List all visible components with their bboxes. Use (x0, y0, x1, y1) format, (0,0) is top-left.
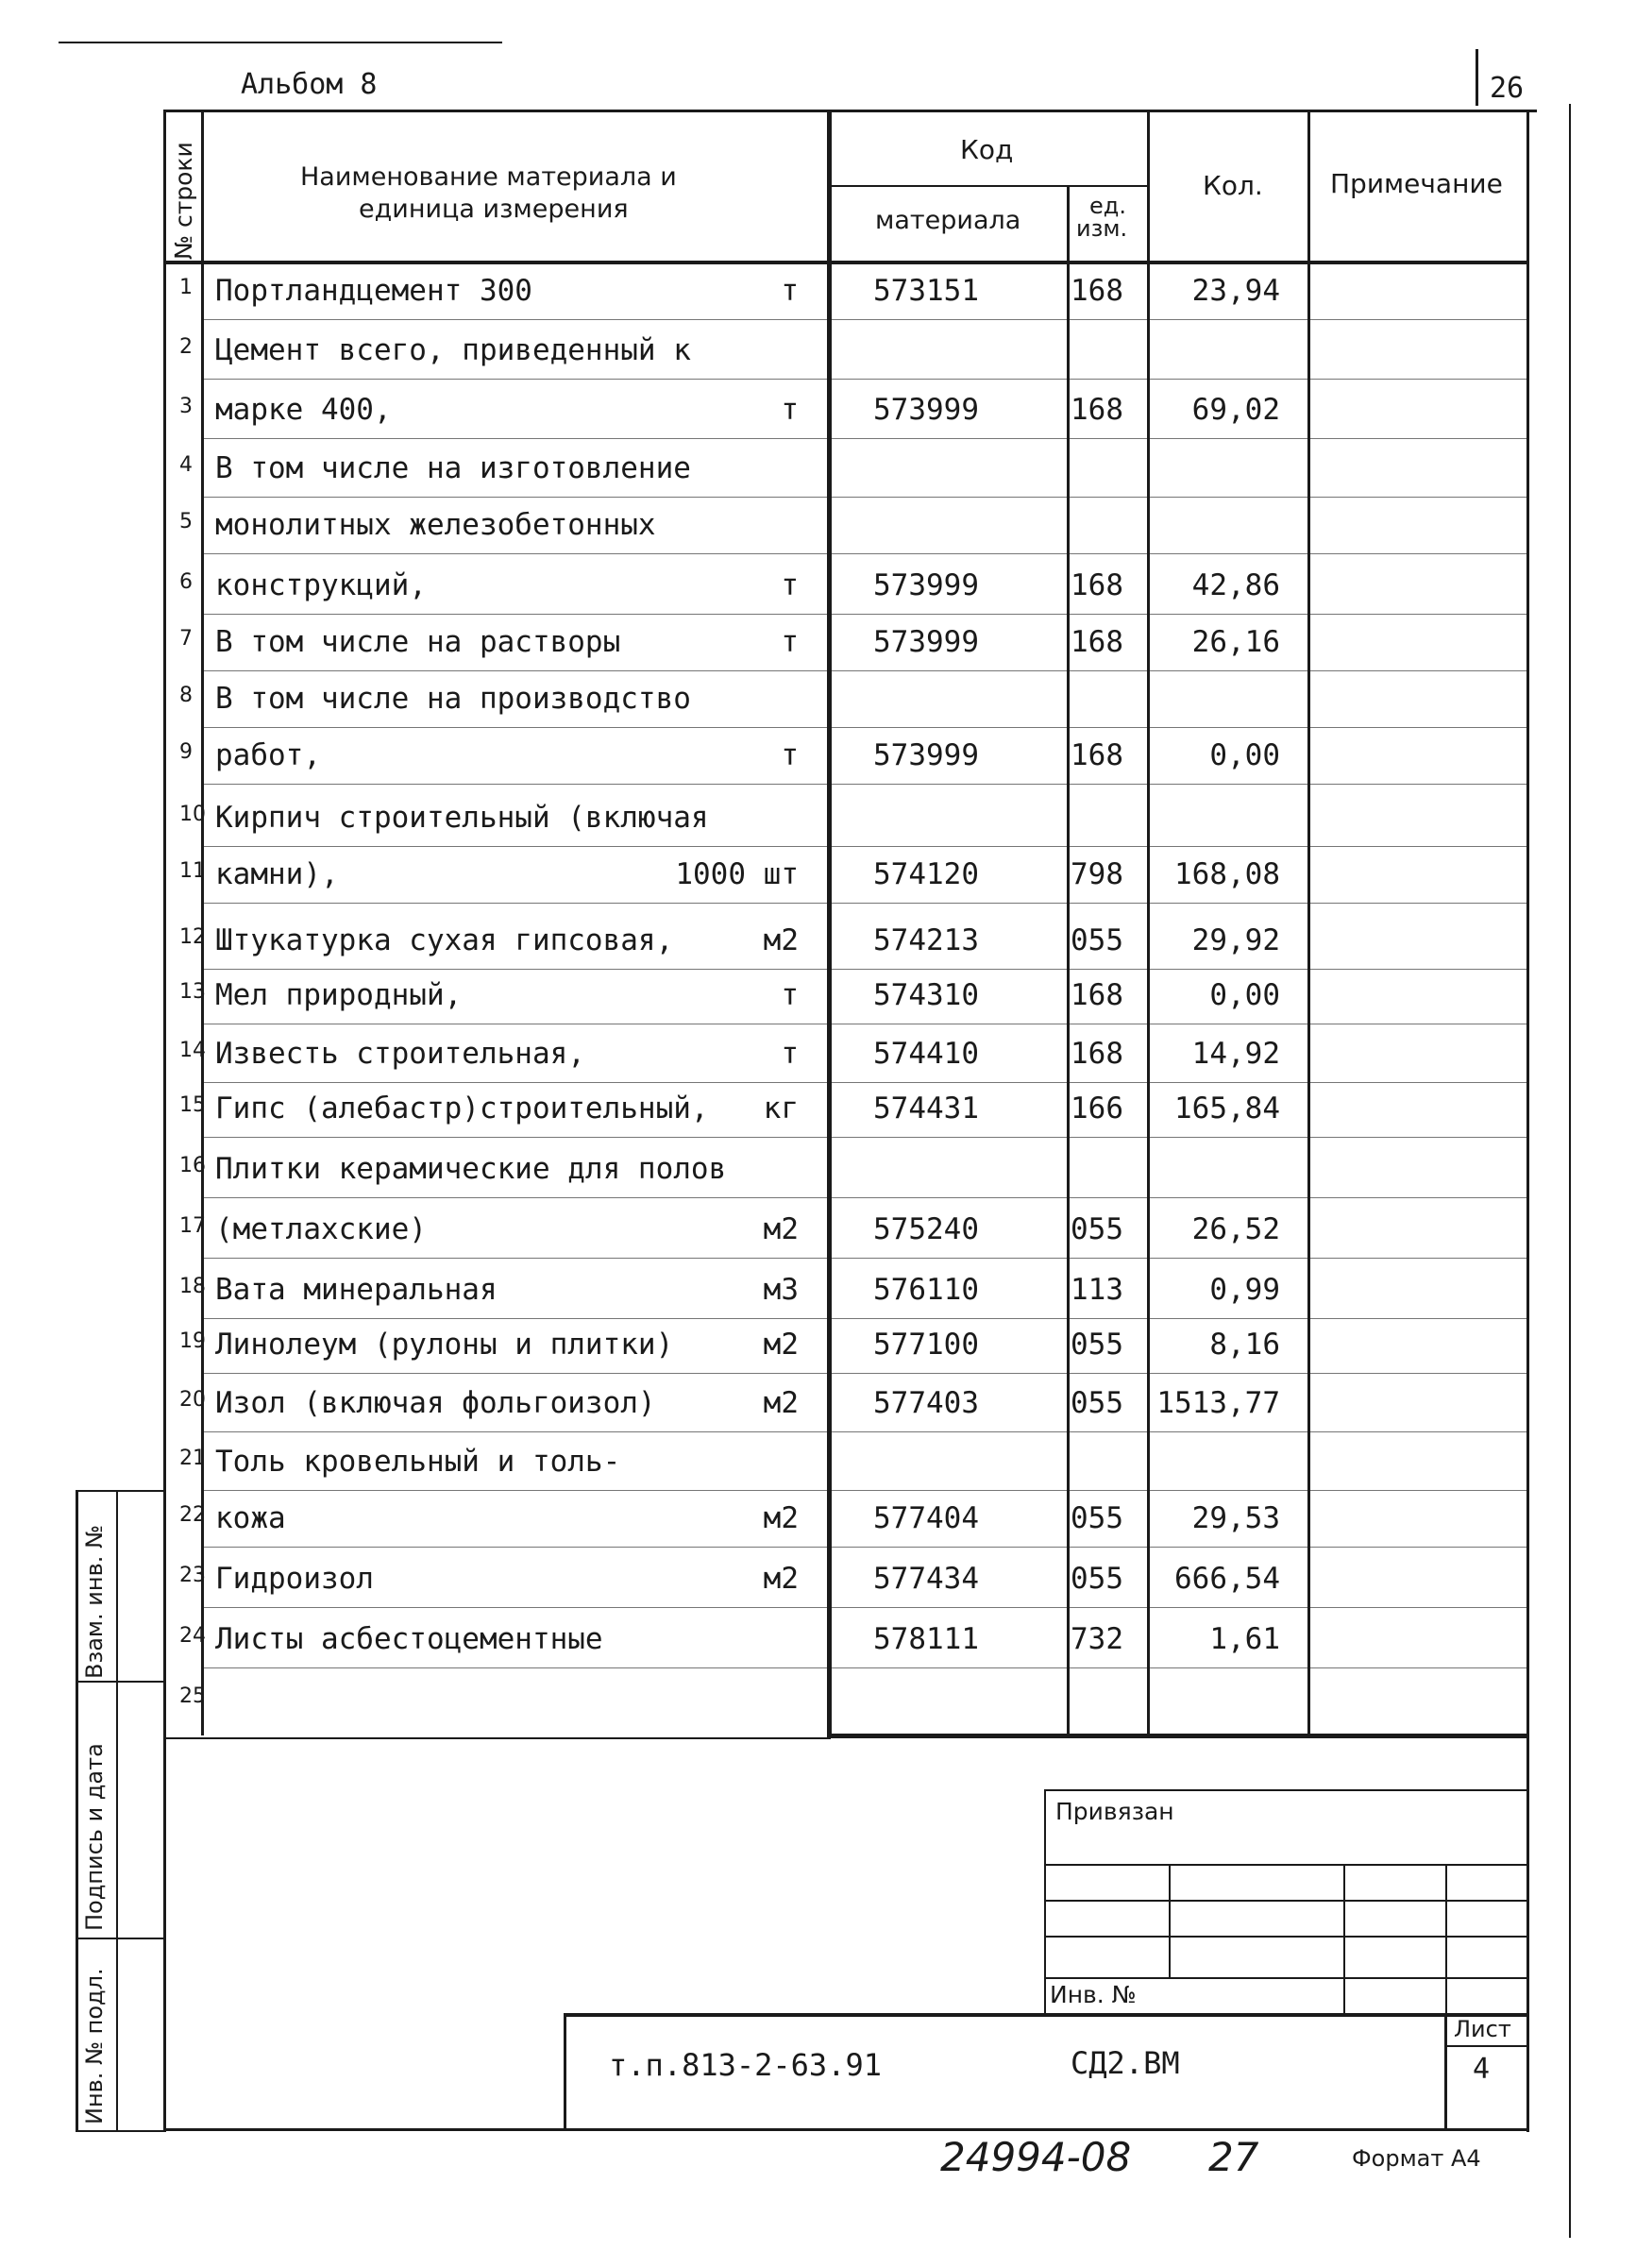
row-number: 18 (179, 1275, 206, 1298)
sheet-box-left (1444, 2013, 1447, 2130)
row-material-code: 573999 (873, 393, 979, 427)
side-bottom (76, 2130, 165, 2132)
side-top (76, 1490, 165, 1492)
row-unit: т (781, 568, 799, 602)
header-unit-line2: изм. (1076, 215, 1128, 242)
row-number: 10 (179, 803, 206, 826)
header-unit-line1: ед. (1089, 193, 1126, 219)
row-rule (201, 614, 1529, 615)
row-rule (201, 553, 1529, 554)
row-unit: т (781, 393, 799, 427)
doc-mark: СД2.ВМ (1071, 2045, 1180, 2081)
row-qty: 26,52 (1191, 1212, 1280, 1246)
row-number: 20 (179, 1388, 206, 1412)
row-rule (201, 903, 1529, 904)
row-unit: м2 (763, 1386, 799, 1420)
row-number: 19 (179, 1329, 206, 1353)
row-number: 16 (179, 1154, 206, 1177)
row-name: (метлахские) (215, 1212, 427, 1246)
row-unit: м2 (763, 1501, 799, 1535)
stamp-inv-no: Инв. № (1050, 1981, 1137, 2008)
row-name: Цемент всего, приведенный к (215, 333, 691, 367)
row-qty: 42,86 (1191, 568, 1280, 602)
stamp-row-2 (1044, 1900, 1529, 1902)
row-material-code: 574431 (873, 1092, 979, 1126)
row-material-code: 573151 (873, 274, 979, 308)
row-unit-code: 055 (1071, 923, 1123, 957)
row-unit-code: 055 (1071, 1212, 1123, 1246)
row-material-code: 575240 (873, 1212, 979, 1246)
row-name: Гипс (алебастр)строительный, (215, 1092, 709, 1126)
row-qty: 8,16 (1209, 1328, 1280, 1362)
archive-number: 24994-08 (940, 2134, 1132, 2180)
row-name: Мел природный, (215, 978, 463, 1012)
table-bottom-rule (827, 1734, 1529, 1738)
row-unit: т (781, 625, 799, 659)
row-unit: кг (763, 1092, 799, 1126)
row-unit-code: 055 (1071, 1501, 1123, 1535)
row-unit: т (781, 1037, 799, 1071)
sheet-box-divider (1444, 2045, 1529, 2047)
header-code-rule (829, 185, 1150, 187)
row-name: В том числе на производство (215, 682, 691, 716)
row-number: 22 (179, 1503, 206, 1527)
row-number: 4 (179, 453, 193, 477)
row-qty: 14,92 (1191, 1037, 1280, 1071)
row-name: В том числе на изготовление (215, 451, 691, 485)
row-qty: 666,54 (1174, 1562, 1280, 1596)
sheet-number: 4 (1473, 2053, 1491, 2086)
stamp-col-3 (1445, 1864, 1447, 2015)
row-name: Портландцемент 300 (215, 274, 532, 308)
row-qty: 29,92 (1191, 923, 1280, 957)
row-name: Вата минеральная (215, 1273, 498, 1307)
row-name: Кирпич строительный (включая (215, 801, 709, 835)
row-unit-code: 055 (1071, 1386, 1123, 1420)
frame-top (163, 110, 1537, 112)
title-block-top (564, 2013, 1529, 2017)
row-rule (201, 846, 1529, 847)
row-unit-code: 168 (1071, 625, 1123, 659)
row-material-code: 577404 (873, 1501, 979, 1535)
header-code: Код (960, 134, 1014, 165)
row-number: 12 (179, 925, 206, 949)
side-inv-podl: Инв. № подл. (81, 1968, 108, 2124)
page-number: 26 (1490, 72, 1525, 105)
row-name: монолитных железобетонных (215, 508, 656, 542)
row-number: 23 (179, 1564, 206, 1587)
side-mid (116, 1490, 118, 2132)
row-material-code: 574410 (873, 1037, 979, 1071)
page-number-divider (1476, 49, 1478, 106)
row-number: 7 (179, 627, 193, 651)
stamp-row-4 (1044, 1977, 1529, 1979)
row-rule (201, 670, 1529, 671)
row-name: В том числе на растворы (215, 625, 621, 659)
row-name: камни), (215, 857, 339, 891)
row-unit: т (781, 738, 799, 772)
stamp-privyazan: Привязан (1055, 1798, 1174, 1825)
row-material-code: 577403 (873, 1386, 979, 1420)
stamp-privyazan-left (1044, 1789, 1046, 2016)
row-unit-code: 168 (1071, 274, 1123, 308)
row-number: 2 (179, 335, 193, 359)
title-block-left (564, 2013, 566, 2130)
side-vzam-inv: Взам. инв. № (81, 1525, 108, 1679)
row-material-code: 573999 (873, 625, 979, 659)
row-unit: м2 (763, 1562, 799, 1596)
row-unit-code: 168 (1071, 978, 1123, 1012)
outer-right-rule (1569, 104, 1571, 2238)
row-number: 11 (179, 859, 206, 883)
header-bottom-rule (163, 261, 1529, 264)
stamp-col-2 (1343, 1864, 1345, 2015)
row-unit: м2 (763, 923, 799, 957)
row-qty: 1,61 (1209, 1622, 1280, 1656)
header-material: материала (875, 206, 1021, 235)
row-number: 21 (179, 1447, 206, 1470)
row-rule (201, 1431, 1529, 1432)
row-qty: 1513,77 (1156, 1386, 1280, 1420)
row-unit: м3 (763, 1273, 799, 1307)
row-number: 3 (179, 395, 193, 418)
row-rule (201, 1197, 1529, 1198)
row-unit-code: 168 (1071, 568, 1123, 602)
header-row-no: № строки (170, 142, 197, 260)
doc-code: т.п.813-2-63.91 (609, 2047, 882, 2083)
row-material-code: 577434 (873, 1562, 979, 1596)
row-unit-code: 168 (1071, 738, 1123, 772)
row-name: Линолеум (рулоны и плитки) (215, 1328, 674, 1362)
row-qty: 165,84 (1174, 1092, 1280, 1126)
row-name: Изол (включая фольгоизол) (215, 1386, 656, 1420)
row-name: конструкций, (215, 568, 427, 602)
stamp-row-1 (1044, 1864, 1529, 1866)
sheet-label: Лист (1454, 2016, 1511, 2042)
stamp-row-3 (1044, 1936, 1529, 1938)
row-qty: 0,00 (1209, 738, 1280, 772)
row-rule (201, 497, 1529, 498)
row-name: Штукатурка сухая гипсовая, (215, 923, 674, 957)
format-label: Формат А4 (1352, 2145, 1481, 2172)
side-left (76, 1490, 78, 2132)
row-rule (201, 1318, 1529, 1319)
row-material-code: 574120 (873, 857, 979, 891)
row-qty: 23,94 (1191, 274, 1280, 308)
table-bottom-rule-left (163, 1737, 831, 1739)
row-rule (201, 1373, 1529, 1374)
frame-right (1526, 110, 1529, 2132)
row-unit: 1000 шт (675, 857, 799, 891)
row-name: Плитки керамические для полов (215, 1152, 727, 1186)
row-qty: 69,02 (1191, 393, 1280, 427)
row-rule (201, 1607, 1529, 1608)
side-div-1 (76, 1681, 165, 1683)
row-unit: м2 (763, 1212, 799, 1246)
row-name: работ, (215, 738, 321, 772)
row-rule (201, 319, 1529, 320)
col-divider-3 (1067, 185, 1070, 1737)
row-rule (201, 1137, 1529, 1138)
row-unit: т (781, 274, 799, 308)
row-rule (201, 1667, 1529, 1668)
row-rule (201, 1258, 1529, 1259)
album-label: Альбом 8 (241, 68, 378, 101)
row-unit: т (781, 978, 799, 1012)
row-number: 9 (179, 740, 193, 764)
row-number: 1 (179, 276, 193, 299)
row-rule (201, 969, 1529, 970)
row-number: 5 (179, 510, 193, 533)
row-qty: 0,00 (1209, 978, 1280, 1012)
stamp-privyazan-top (1044, 1789, 1529, 1791)
row-rule (201, 379, 1529, 380)
row-unit-code: 732 (1071, 1622, 1123, 1656)
row-name: марке 400, (215, 393, 392, 427)
col-divider-4 (1147, 111, 1150, 1737)
row-rule (201, 727, 1529, 728)
row-qty: 0,99 (1209, 1273, 1280, 1307)
row-rule (201, 784, 1529, 785)
header-name-line2: единица измерения (359, 195, 629, 224)
side-div-2 (76, 1938, 165, 1939)
header-name-line1: Наименование материала и (300, 162, 677, 192)
row-material-code: 574310 (873, 978, 979, 1012)
header-qty: Кол. (1203, 170, 1263, 201)
row-qty: 26,16 (1191, 625, 1280, 659)
header-note: Примечание (1330, 168, 1503, 199)
row-material-code: 578111 (873, 1622, 979, 1656)
row-number: 14 (179, 1039, 206, 1062)
row-name: Листы асбестоцементные (215, 1622, 603, 1656)
row-qty: 29,53 (1191, 1501, 1280, 1535)
row-unit-code: 113 (1071, 1273, 1123, 1307)
row-number: 6 (179, 570, 193, 594)
row-name: Известь строительная, (215, 1037, 585, 1071)
row-number: 25 (179, 1684, 206, 1708)
stamp-col-1 (1169, 1864, 1171, 1977)
row-unit-code: 055 (1071, 1328, 1123, 1362)
row-name: кожа (215, 1501, 286, 1535)
row-unit: м2 (763, 1328, 799, 1362)
row-qty: 168,08 (1174, 857, 1280, 891)
row-number: 17 (179, 1214, 206, 1238)
row-rule (201, 1490, 1529, 1491)
row-material-code: 576110 (873, 1273, 979, 1307)
top-rule (59, 42, 502, 43)
row-name: Гидроизол (215, 1562, 374, 1596)
row-unit-code: 798 (1071, 857, 1123, 891)
row-number: 8 (179, 684, 193, 707)
row-rule (201, 1082, 1529, 1083)
frame-left (163, 111, 166, 2132)
row-unit-code: 168 (1071, 393, 1123, 427)
footer-page: 27 (1208, 2134, 1259, 2180)
row-number: 13 (179, 980, 206, 1004)
row-rule (201, 1547, 1529, 1548)
col-divider-2 (827, 111, 832, 1737)
row-unit-code: 168 (1071, 1037, 1123, 1071)
frame-bottom (163, 2128, 1529, 2131)
row-number: 24 (179, 1624, 206, 1648)
row-name: Толь кровельный и толь- (215, 1445, 621, 1479)
row-number: 15 (179, 1093, 206, 1117)
row-rule (201, 438, 1529, 439)
row-material-code: 577100 (873, 1328, 979, 1362)
row-unit-code: 055 (1071, 1562, 1123, 1596)
row-material-code: 574213 (873, 923, 979, 957)
col-divider-5 (1307, 111, 1310, 1737)
side-podpis-data: Подпись и дата (81, 1743, 108, 1931)
row-material-code: 573999 (873, 738, 979, 772)
row-material-code: 573999 (873, 568, 979, 602)
row-unit-code: 166 (1071, 1092, 1123, 1126)
col-divider-1 (201, 111, 204, 1735)
